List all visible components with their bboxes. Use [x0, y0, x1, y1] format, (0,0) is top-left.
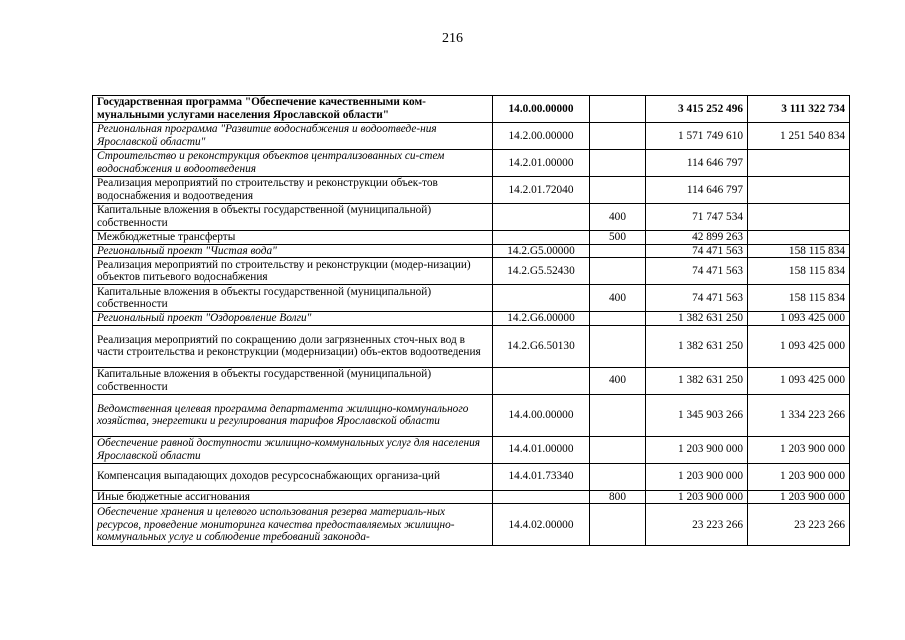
- target-article-cell: 14.0.00.00000: [493, 96, 590, 123]
- target-article-cell: 14.2.G5.00000: [493, 244, 590, 258]
- expense-type-cell: [590, 258, 646, 285]
- table-row: [93, 258, 850, 285]
- target-article-cell: [493, 367, 590, 394]
- expense-type-cell: 400: [590, 204, 646, 231]
- row-name-cell: Реализация мероприятий по строительству и реконструкции объек-тов водоснабжения и водоотведения: [93, 177, 493, 204]
- target-article-cell: [493, 490, 590, 504]
- table-row: [93, 463, 850, 490]
- table-row: [93, 177, 850, 204]
- target-article-cell: 14.2.00.00000: [493, 123, 590, 150]
- target-article-cell: 14.4.01.00000: [493, 436, 590, 463]
- amount-year1-cell: 1 345 903 266: [646, 394, 748, 436]
- target-article-cell: 14.4.00.00000: [493, 394, 590, 436]
- amount-year2-cell: 23 223 266: [748, 504, 850, 546]
- target-article-cell: 14.2.01.00000: [493, 150, 590, 177]
- amount-year2-cell: 1 093 425 000: [748, 367, 850, 394]
- amount-year1-cell: 74 471 563: [646, 244, 748, 258]
- table-row: [93, 285, 850, 312]
- target-article-cell: 14.2.G5.52430: [493, 258, 590, 285]
- row-name-cell: Иные бюджетные ассигнования: [93, 490, 493, 504]
- amount-year1-cell: 1 203 900 000: [646, 463, 748, 490]
- amount-year2-cell: [748, 231, 850, 245]
- amount-year1-cell: 74 471 563: [646, 258, 748, 285]
- amount-year2-cell: 1 203 900 000: [748, 463, 850, 490]
- expense-type-cell: 800: [590, 490, 646, 504]
- target-article-cell: [493, 231, 590, 245]
- amount-year2-cell: 158 115 834: [748, 285, 850, 312]
- row-name-cell: Государственная программа "Обеспечение качественными ком-мунальными услугами населения Ярославской области": [93, 96, 493, 123]
- amount-year1-cell: 114 646 797: [646, 150, 748, 177]
- page-number: 216: [442, 31, 463, 46]
- amount-year1-cell: 1 382 631 250: [646, 367, 748, 394]
- row-name-cell: Межбюджетные трансферты: [93, 231, 493, 245]
- row-name-cell: Региональный проект "Чистая вода": [93, 244, 493, 258]
- table-row: [93, 367, 850, 394]
- amount-year1-cell: 1 382 631 250: [646, 325, 748, 367]
- table-row: [93, 394, 850, 436]
- expense-type-cell: [590, 436, 646, 463]
- row-name-cell: Компенсация выпадающих доходов ресурсоснабжающих организа-ций: [93, 463, 493, 490]
- amount-year2-cell: 158 115 834: [748, 244, 850, 258]
- target-article-cell: 14.2.G6.50130: [493, 325, 590, 367]
- amount-year2-cell: 1 203 900 000: [748, 436, 850, 463]
- amount-year1-cell: 1 571 749 610: [646, 123, 748, 150]
- row-name-cell: Капитальные вложения в объекты государственной (муниципальной) собственности: [93, 367, 493, 394]
- amount-year2-cell: 1 093 425 000: [748, 312, 850, 326]
- row-name-cell: Капитальные вложения в объекты государственной (муниципальной) собственности: [93, 204, 493, 231]
- amount-year2-cell: 1 251 540 834: [748, 123, 850, 150]
- expense-type-cell: [590, 150, 646, 177]
- amount-year1-cell: 1 203 900 000: [646, 490, 748, 504]
- expense-type-cell: [590, 244, 646, 258]
- amount-year1-cell: 1 382 631 250: [646, 312, 748, 326]
- budget-table: [92, 95, 850, 546]
- target-article-cell: 14.2.01.72040: [493, 177, 590, 204]
- table-row: [93, 123, 850, 150]
- row-name-cell: Строительство и реконструкция объектов централизованных си-стем водоснабжения и водоотведения: [93, 150, 493, 177]
- target-article-cell: 14.4.02.00000: [493, 504, 590, 546]
- expense-type-cell: [590, 504, 646, 546]
- expense-type-cell: [590, 96, 646, 123]
- row-name-cell: Обеспечение хранения и целевого использования резерва материаль-ных ресурсов, проведение мониторинга качества предоставляемых жилищно-коммунальных услуг и соблюдение требований законода-: [93, 504, 493, 546]
- amount-year2-cell: [748, 150, 850, 177]
- amount-year1-cell: 23 223 266: [646, 504, 748, 546]
- row-name-cell: Реализация мероприятий по строительству и реконструкции (модер-низации) объектов питьевого водоснабжения: [93, 258, 493, 285]
- row-name-cell: Региональная программа "Развитие водоснабжения и водоотведе-ния Ярославской области": [93, 123, 493, 150]
- amount-year2-cell: 3 111 322 734: [748, 96, 850, 123]
- row-name-cell: Капитальные вложения в объекты государственной (муниципальной) собственности: [93, 285, 493, 312]
- target-article-cell: 14.2.G6.00000: [493, 312, 590, 326]
- table-row: [93, 312, 850, 326]
- amount-year2-cell: [748, 177, 850, 204]
- table-row: [93, 150, 850, 177]
- target-article-cell: [493, 204, 590, 231]
- table-row: [93, 244, 850, 258]
- table-row: [93, 231, 850, 245]
- table-row: [93, 325, 850, 367]
- amount-year1-cell: 74 471 563: [646, 285, 748, 312]
- target-article-cell: [493, 285, 590, 312]
- expense-type-cell: [590, 463, 646, 490]
- expense-type-cell: [590, 177, 646, 204]
- table-row: [93, 436, 850, 463]
- amount-year2-cell: [748, 204, 850, 231]
- amount-year2-cell: 1 203 900 000: [748, 490, 850, 504]
- expense-type-cell: 400: [590, 285, 646, 312]
- table-row: [93, 504, 850, 546]
- expense-type-cell: [590, 325, 646, 367]
- expense-type-cell: [590, 123, 646, 150]
- expense-type-cell: 400: [590, 367, 646, 394]
- amount-year1-cell: 114 646 797: [646, 177, 748, 204]
- amount-year1-cell: 3 415 252 496: [646, 96, 748, 123]
- table-row: [93, 96, 850, 123]
- amount-year1-cell: 1 203 900 000: [646, 436, 748, 463]
- row-name-cell: Реализация мероприятий по сокращению доли загрязненных сточ-ных вод в части строительства и реконструкции (модернизации) объ-ектов водоотведения: [93, 325, 493, 367]
- table-row: [93, 490, 850, 504]
- amount-year2-cell: 1 334 223 266: [748, 394, 850, 436]
- target-article-cell: 14.4.01.73340: [493, 463, 590, 490]
- amount-year2-cell: 158 115 834: [748, 258, 850, 285]
- amount-year2-cell: 1 093 425 000: [748, 325, 850, 367]
- amount-year1-cell: 42 899 263: [646, 231, 748, 245]
- expense-type-cell: 500: [590, 231, 646, 245]
- table-row: [93, 204, 850, 231]
- row-name-cell: Ведомственная целевая программа департамента жилищно-коммунального хозяйства, энергетики и регулирования тарифов Ярославской области: [93, 394, 493, 436]
- amount-year1-cell: 71 747 534: [646, 204, 748, 231]
- row-name-cell: Обеспечение равной доступности жилищно-коммунальных услуг для населения Ярославской области: [93, 436, 493, 463]
- expense-type-cell: [590, 312, 646, 326]
- row-name-cell: Региональный проект "Оздоровление Волги": [93, 312, 493, 326]
- expense-type-cell: [590, 394, 646, 436]
